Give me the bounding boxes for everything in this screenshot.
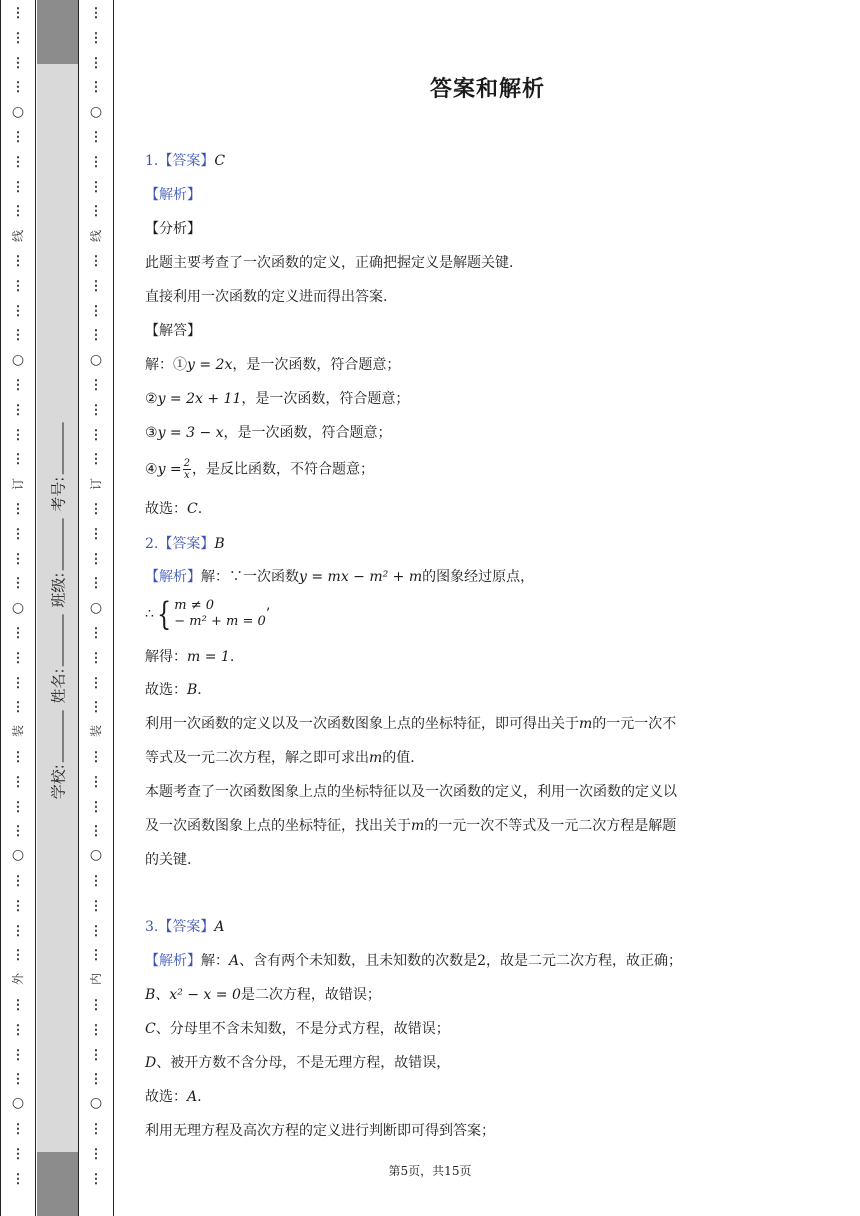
inner-binding-dots: ⋮ [89,378,103,393]
outer-binding-dots: ⋮ [11,799,25,815]
inner-binding-dots: ⋮ [89,626,103,641]
outer-binding-dots: ⋮ [11,427,25,443]
inner-binding-circle: ○ [89,847,103,863]
q2-system: ∴ { m ≠ 0 − m² + m = 0 ’ [145,595,271,633]
outer-binding-label: 外 [11,973,25,986]
q1-fenxi-tag: 【分析】 [145,221,201,237]
inner-binding-circle: ○ [89,104,103,120]
inner-binding-circle: ○ [89,352,103,368]
inner-binding-dots: ⋮ [89,452,103,468]
q2-solve: 解得：m = 1. [145,649,235,665]
inner-binding-dots: ⋮ [89,799,103,815]
student-info [37,395,78,825]
q2-para-5: 的关键. [145,852,192,868]
inner-binding-dots: ⋮ [89,923,103,939]
band-bottom-block [37,1152,78,1216]
inner-binding-label: 线 [89,230,103,243]
outer-binding-dots: ⋮ [11,378,25,393]
outer-binding-dots: ⋮ [11,675,25,691]
inner-binding-dots: ⋮ [89,750,103,765]
q1-fenxi-2: 直接利用一次函数的定义进而得出答案. [145,289,388,305]
q1-analysis-tag: 【解析】 [145,187,201,203]
outer-binding-dots: ⋮ [11,1047,25,1063]
outer-binding-dots: ⋮ [11,6,25,21]
inner-binding-dots: ⋮ [89,1146,103,1162]
q2-para-4: 及一次函数图象上点的坐标特征，找出关于m的一元一次不等式及一元二次方程是解题 [145,818,677,834]
q1-step-2: ②y = 2x + 11，是一次函数，符合题意； [145,391,410,407]
outer-binding-dots: ⋮ [11,576,25,592]
q1-answer-line: 1.【答案】C [145,153,226,169]
outer-binding-dots: ⋮ [11,1072,25,1088]
outer-binding-dots: ⋮ [11,1146,25,1162]
inner-binding-circle: ○ [89,1095,103,1111]
exam-number-field: 考号: [47,421,68,512]
inner-binding-label: 订 [89,478,103,491]
inner-binding-circle: ○ [89,600,103,616]
outer-binding-dots: ⋮ [11,80,25,96]
outer-binding-dots: ⋮ [11,328,25,344]
equation-system: { m ≠ 0 − m² + m = 0 [156,595,266,633]
outer-binding-dots: ⋮ [11,204,25,220]
outer-binding-label: 订 [11,478,25,491]
outer-binding-dots: ⋮ [11,998,25,1013]
inner-binding-dots: ⋮ [89,1171,103,1187]
class-field: 班级: [47,517,68,608]
page-footer: 第5页，共15页 [388,1164,472,1178]
inner-binding-dots: ⋮ [89,130,103,145]
inner-binding-dots: ⋮ [89,204,103,220]
q1-final: 故选：C. [145,501,203,517]
q1-step-3: ③y = 3 − x，是一次函数，符合题意； [145,425,392,441]
outer-binding-dots: ⋮ [11,278,25,294]
inner-binding-dots: ⋮ [89,254,103,269]
inner-binding-dots: ⋮ [89,154,103,170]
outer-binding-dots: ⋮ [11,1171,25,1187]
q1-jieda-tag: 【解答】 [145,323,201,339]
inner-binding-dots: ⋮ [89,526,103,542]
inner-binding-dots: ⋮ [89,328,103,344]
outer-binding-label: 装 [11,725,25,738]
q3-para-1: 利用无理方程及高次方程的定义进行判断即可得到答案； [145,1123,495,1139]
outer-binding-dots: ⋮ [11,626,25,641]
q2-analysis-line: 【解析】解：∵一次函数y = mx − m² + m的图象经过原点， [145,569,535,585]
q2-para-3: 本题考查了一次函数图象上点的坐标特征以及一次函数的定义，利用一次函数的定义以 [145,784,677,800]
outer-binding-label: 线 [11,230,25,243]
outer-binding-dots: ⋮ [11,179,25,195]
outer-binding-dots: ⋮ [11,874,25,889]
inner-binding-dots: ⋮ [89,6,103,21]
q3-answer-line: 3.【答案】A [145,919,225,935]
school-field: 学校: [47,708,68,799]
inner-binding-label: 装 [89,725,103,738]
outer-binding-dots: ⋮ [11,898,25,914]
outer-binding-dots: ⋮ [11,923,25,939]
outer-binding-dots: ⋮ [11,551,25,567]
inner-binding-dots: ⋮ [89,1047,103,1063]
outer-binding-dots: ⋮ [11,1022,25,1038]
outer-binding-dots: ⋮ [11,55,25,71]
outer-binding-dots: ⋮ [11,130,25,145]
q2-para-2: 等式及一元二次方程，解之即可求出m的值. [145,750,415,766]
band-top-block [37,0,78,64]
outer-binding-dots: ⋮ [11,254,25,269]
page-title: 答案和解析 [429,77,545,102]
outer-binding-dots: ⋮ [11,402,25,418]
outer-binding-dots: ⋮ [11,526,25,542]
inner-binding-column [78,0,114,1216]
q2-answer-line: 2.【答案】B [145,536,225,552]
outer-binding-dots: ⋮ [11,502,25,517]
fraction: $\frac{2}{x}$ [183,458,191,481]
inner-binding-dots: ⋮ [89,675,103,691]
inner-binding-dots: ⋮ [89,502,103,517]
outer-binding-circle: ○ [11,104,25,120]
inner-binding-dots: ⋮ [89,576,103,592]
q3-final: 故选：A. [145,1089,202,1105]
outer-binding-circle: ○ [11,352,25,368]
outer-binding-column [0,0,36,1216]
inner-binding-dots: ⋮ [89,898,103,914]
outer-binding-dots: ⋮ [11,650,25,666]
outer-binding-dots: ⋮ [11,303,25,319]
inner-binding-dots: ⋮ [89,824,103,840]
q2-final: 故选：B. [145,682,202,698]
inner-binding-dots: ⋮ [89,427,103,443]
q3-analysis-line: 【解析】解：A、含有两个未知数，且未知数的次数是2，故是二元二次方程，故正确； [145,953,683,969]
q1-step-1: 解：①y = 2x，是一次函数，符合题意； [145,357,401,373]
inner-binding-dots: ⋮ [89,278,103,294]
inner-binding-dots: ⋮ [89,774,103,790]
inner-binding-dots: ⋮ [89,1072,103,1088]
outer-binding-dots: ⋮ [11,1122,25,1137]
inner-binding-dots: ⋮ [89,998,103,1013]
inner-binding-dots: ⋮ [89,1122,103,1137]
inner-binding-dots: ⋮ [89,179,103,195]
inner-binding-dots: ⋮ [89,402,103,418]
outer-binding-circle: ○ [11,600,25,616]
inner-binding-dots: ⋮ [89,948,103,964]
outer-binding-dots: ⋮ [11,750,25,765]
inner-binding-dots: ⋮ [89,1022,103,1038]
outer-binding-circle: ○ [11,1095,25,1111]
inner-binding-dots: ⋮ [89,551,103,567]
outer-binding-dots: ⋮ [11,700,25,716]
inner-binding-dots: ⋮ [89,80,103,96]
student-info-text [47,421,68,800]
inner-binding-dots: ⋮ [89,700,103,716]
outer-binding-dots: ⋮ [11,154,25,170]
outer-binding-dots: ⋮ [11,824,25,840]
outer-binding-dots: ⋮ [11,30,25,46]
q1-fenxi-1: 此题主要考查了一次函数的定义，正确把握定义是解题关键. [145,255,514,271]
name-field: 姓名: [47,612,68,703]
q3-line-c: C、分母里不含未知数，不是分式方程，故错误； [145,1021,450,1037]
inner-binding-label: 内 [89,973,103,986]
inner-binding-dots: ⋮ [89,874,103,889]
q1-step-4: ④y = $\frac{2}{x}$ ，是反比函数，不符合题意； [145,458,375,481]
inner-binding-dots: ⋮ [89,650,103,666]
inner-binding-dots: ⋮ [89,303,103,319]
q3-line-b: B、x² − x = 0是二次方程，故错误； [145,987,381,1003]
q2-para-1: 利用一次函数的定义以及一次函数图象上点的坐标特征，即可得出关于m的一元一次不 [145,716,677,732]
outer-binding-dots: ⋮ [11,948,25,964]
outer-binding-circle: ○ [11,847,25,863]
outer-binding-dots: ⋮ [11,774,25,790]
inner-binding-dots: ⋮ [89,55,103,71]
outer-binding-dots: ⋮ [11,452,25,468]
q3-line-d: D、被开方数不含分母，不是无理方程，故错误， [145,1055,451,1071]
inner-binding-dots: ⋮ [89,30,103,46]
